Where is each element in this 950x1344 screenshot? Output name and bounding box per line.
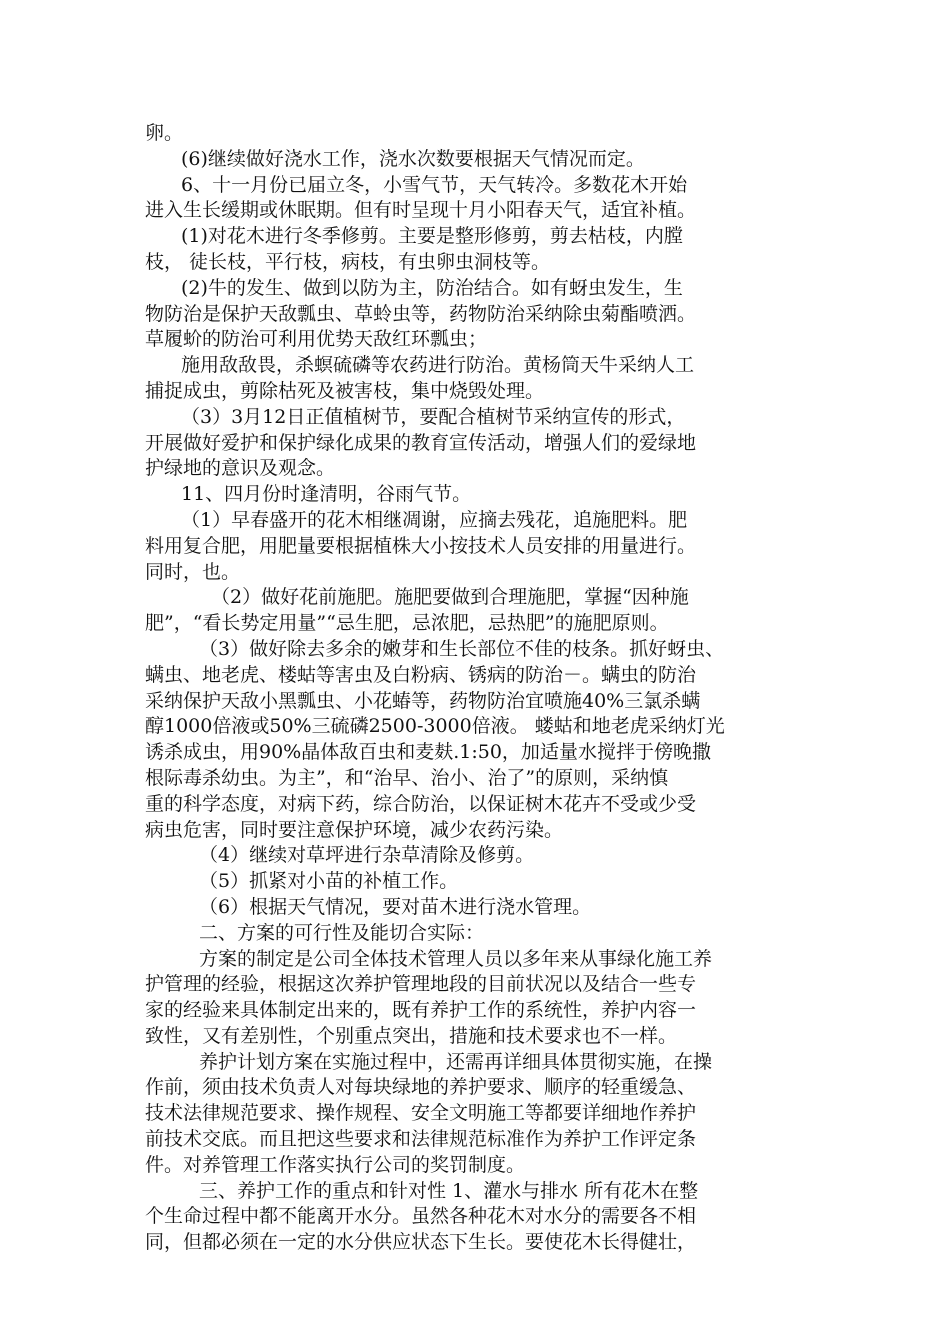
text-line: 方案的制定是公司全体技术管理人员以多年来从事绿化施工养 xyxy=(199,947,713,970)
text-line: 件。对养管理工作落实执行公司的奖罚制度。 xyxy=(145,1153,526,1176)
text-line: （5）抓紧对小苗的补植工作。 xyxy=(199,870,459,893)
text-line: 诱杀成虫，用90%晶体敌百虫和麦麸.1:50，加适量水搅拌于傍晚撒 xyxy=(145,741,711,764)
text-line: 施用敌敌畏，杀螟硫磷等农药进行防治。黄杨筒天牛采纳人工 xyxy=(181,354,695,377)
text-line: 肥”，“看长势定用量”“忌生肥，忌浓肥，忌热肥”的施肥原则。 xyxy=(145,612,669,635)
text-line: 开展做好爱护和保护绿化成果的教育宣传活动，增强人们的爱绿地 xyxy=(145,431,697,454)
text-line: 醇1000倍液或50%三硫磷2500-3000倍液。 蝼蛄和地老虎采纳灯光 xyxy=(145,715,725,738)
text-line: 采纳保护天敌小黑瓢虫、小花蝽等，药物防治宜喷施40%三氯杀螨 xyxy=(145,689,701,712)
text-line: 螨虫、地老虎、楼蛄等害虫及白粉病、锈病的防治－。螨虫的防治 xyxy=(145,663,697,686)
text-line: 三、养护工作的重点和针对性 1、灌水与排水 所有花木在整 xyxy=(199,1179,699,1202)
text-line: 同，但都必须在一定的水分供应状态下生长。要使花木长得健壮， xyxy=(145,1231,697,1254)
text-line: 11、四月份时逢清明，谷雨气节。 xyxy=(181,483,472,506)
text-line: 个生命过程中都不能离开水分。虽然各种花木对水分的需要各不相 xyxy=(145,1205,697,1228)
text-line: 根际毒杀幼虫。为主”，和“治早、治小、治了”的原则，采纳慎 xyxy=(145,766,669,789)
text-line: (6)继续做好浇水工作，浇水次数要根据天气情况而定。 xyxy=(181,147,645,170)
text-line: 进入生长缓期或休眠期。但有时呈现十月小阳春天气，适宜补植。 xyxy=(145,199,697,222)
text-line: （6）根据天气情况，要对苗木进行浇水管理。 xyxy=(199,895,592,918)
text-line: 草履蚧的防治可利用优势天敌红环瓢虫； xyxy=(145,328,488,351)
text-line: 料用复合肥，用肥量要根据植株大小按技术人员安排的用量进行。 xyxy=(145,534,697,557)
text-line: （3）3月12日正值植树节，要配合植树节采纳宣传的形式， xyxy=(181,405,686,428)
text-line: （1）早春盛开的花木相继凋谢，应摘去残花，追施肥料。肥 xyxy=(181,508,688,531)
text-line: （2）做好花前施肥。施肥要做到合理施肥，掌握“因种施 xyxy=(211,586,689,609)
text-line: 二、方案的可行性及能切合实际： xyxy=(199,921,485,944)
text-line: 前技术交底。而且把这些要求和法律规范标准作为养护工作评定条 xyxy=(145,1128,697,1151)
document-body xyxy=(145,121,807,1256)
text-line: 养护计划方案在实施过程中，还需再详细具体贯彻实施，在操 xyxy=(199,1050,713,1073)
text-line: 病虫危害，同时要注意保护环境，减少农药污染。 xyxy=(145,818,564,841)
text-line: （4）继续对草坪进行杂草清除及修剪。 xyxy=(199,844,535,867)
text-line: 技术法律规范要求、操作规程、安全文明施工等都要详细地作养护 xyxy=(145,1102,697,1125)
text-line: 护管理的经验，根据这次养护管理地段的目前状况以及结合一些专 xyxy=(145,973,697,996)
text-line: 作前，须由技术负责人对每块绿地的养护要求、顺序的轻重缓急、 xyxy=(145,1076,697,1099)
text-line: 卵。 xyxy=(145,122,184,144)
text-line: 枝， 徒长枝，平行枝，病枝，有虫卵虫洞枝等。 xyxy=(145,250,551,273)
text-line: 致性，又有差别性，个别重点突出，措施和技术要求也不一样。 xyxy=(145,1024,678,1047)
text-line: 物防治是保护天敌瓢虫、草蛉虫等，药物防治采纳除虫菊酯喷洒。 xyxy=(145,302,697,325)
text-line: 家的经验来具体制定出来的，既有养护工作的系统性，养护内容一 xyxy=(145,999,697,1022)
text-line: 护绿地的意识及观念。 xyxy=(145,457,336,480)
text-line: 同时，也。 xyxy=(145,560,241,583)
text-line: (1)对花木进行冬季修剪。主要是整形修剪，剪去枯枝，内膛 xyxy=(181,225,683,248)
text-line: 6、十一月份已届立冬，小雪气节，天气转冷。多数花木开始 xyxy=(181,173,688,196)
text-line: 捕捉成虫，剪除枯死及被害枝，集中烧毁处理。 xyxy=(145,379,545,402)
text-line: （3）做好除去多余的嫩芽和生长部位不佳的枝条。抓好蚜虫、 xyxy=(199,637,725,660)
text-line: 重的科学态度，对病下药，综合防治，以保证树木花卉不受或少受 xyxy=(145,792,697,815)
text-line: (2)牛的发生、做到以防为主，防治结合。如有蚜虫发生，生 xyxy=(181,276,683,299)
